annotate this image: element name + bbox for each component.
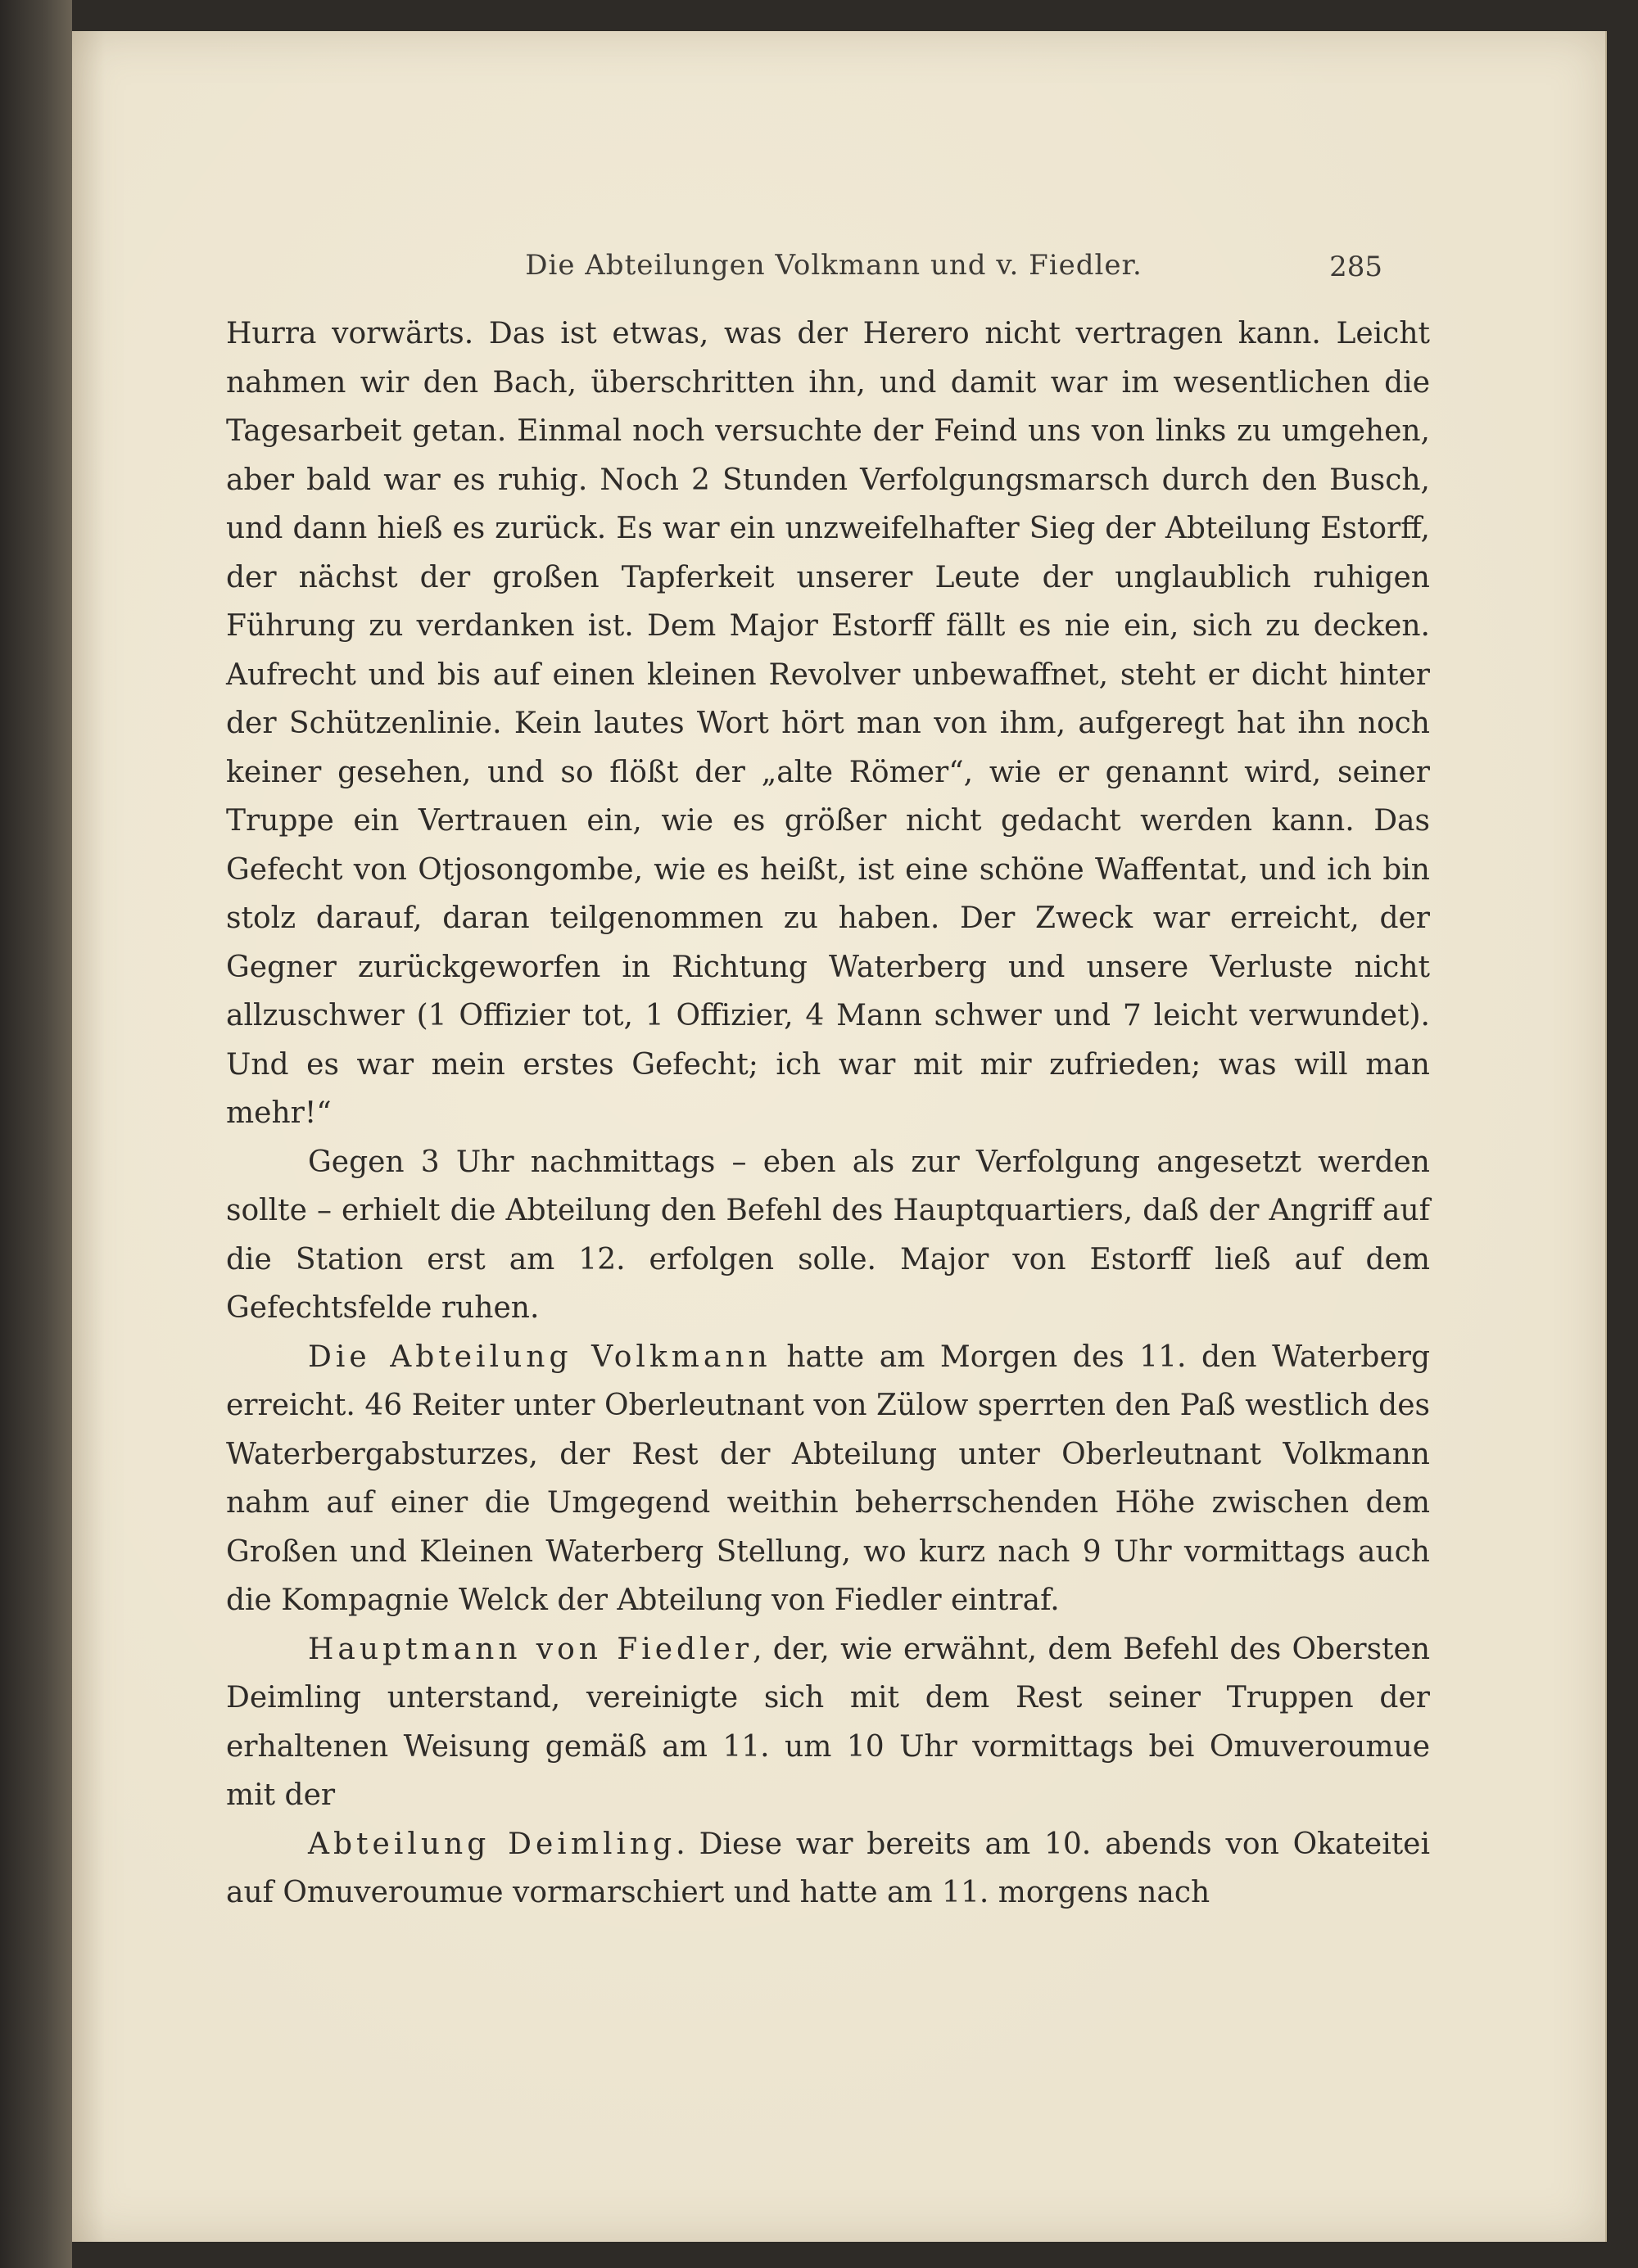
paragraph-4 [226,1625,1430,1820]
paragraph-3-text: hatte am Morgen des 11. den Waterberg erreicht. 46 Reiter unter Oberleutnant von Zülow sperrten den Paß westlich des Waterbergabsturzes, der Rest der Abteilung unter Oberleutnant Volkmann nahm auf einer die Umgegend weithin beherrschenden Höhe zwischen dem Großen und Kleinen Waterberg Stellung, wo kurz nach 9 Uhr vormittags auch die Kompagnie Welck der Abteilung von Fiedler eintraf. [226,1340,1431,1617]
paragraph-1-text: Hurra vorwärts. Das ist etwas, was der Herero nicht vertragen kann. Leicht nahmen wir den Bach, überschritten ihn, und damit war im wesentlichen die Tagesarbeit getan. Einmal noch versuchte der Feind uns von links zu umgehen, aber bald war es ruhig. Noch 2 Stunden Verfolgungsmarsch durch den Busch, und dann hieß es zurück. Es war ein unzweifelhafter Sieg der Abteilung Estorff, der nächst der großen Tapferkeit unserer Leute der unglaublich ruhigen Führung zu verdanken ist. Dem Major Estorff fällt es nie ein, sich zu decken. Aufrecht und bis auf einen kleinen Revolver unbewaffnet, steht er dicht hinter der Schützenlinie. Kein lautes Wort hört man von ihm, aufgeregt hat ihn noch keiner gesehen, und so flößt der „alte Römer“, wie er genannt wird, seiner Truppe ein Vertrauen ein, wie es größer nicht gedacht werden kann. Das Gefecht von Otjosongombe, wie es heißt, ist eine schöne Waffentat, und ich bin stolz darauf, daran teilgenommen zu haben. Der Zweck war erreicht, der Gegner zurückgeworfen in Richtung Waterberg und unsere Verluste nicht allzuschwer (1 Offizier tot, 1 Offizier, 4 Mann schwer und 7 leicht verwundet). Und es war mein erstes Gefecht; ich war mit mir zufrieden; was will man mehr!“ [226,317,1430,1130]
body-text [226,309,1430,1918]
paragraph-3-lead: Die Abteilung Volkmann [308,1340,771,1374]
paragraph-1 [226,309,1430,1138]
running-title: Die Abteilungen Volkmann und v. Fiedler. [525,249,1143,282]
paragraph-2 [226,1138,1430,1333]
page-header [72,249,1605,290]
paragraph-4-lead: Hauptmann von Fiedler [308,1632,753,1666]
book-gutter [0,0,72,2268]
page-number: 285 [1329,251,1382,283]
paragraph-2-text: Gegen 3 Uhr nachmittags – eben als zur Verfolgung angesetzt werden sollte – erhielt die Abteilung den Befehl des Hauptquartiers, daß der Angriff auf die Station erst am 12. erfolgen solle. Major von Estorff ließ auf dem Gefechtsfelde ruhen. [226,1145,1430,1325]
paragraph-5-lead: Abteilung Deimling [308,1827,676,1861]
paragraph-5-text: . Diese war bereits am 10. abends von Okateitei auf Omuveroumue vormarschiert und hatte am 11. morgens nach [226,1827,1431,1909]
paragraph-4-text: , der, wie erwähnt, dem Befehl des Obersten Deimling unterstand, vereinigte sich mit dem Rest seiner Truppen der erhaltenen Weisung gemäß am 11. um 10 Uhr vormittags bei Omuveroumue mit der [226,1632,1430,1812]
book-page [72,31,1605,2242]
paragraph-5 [226,1820,1430,1918]
paragraph-3 [226,1333,1430,1625]
